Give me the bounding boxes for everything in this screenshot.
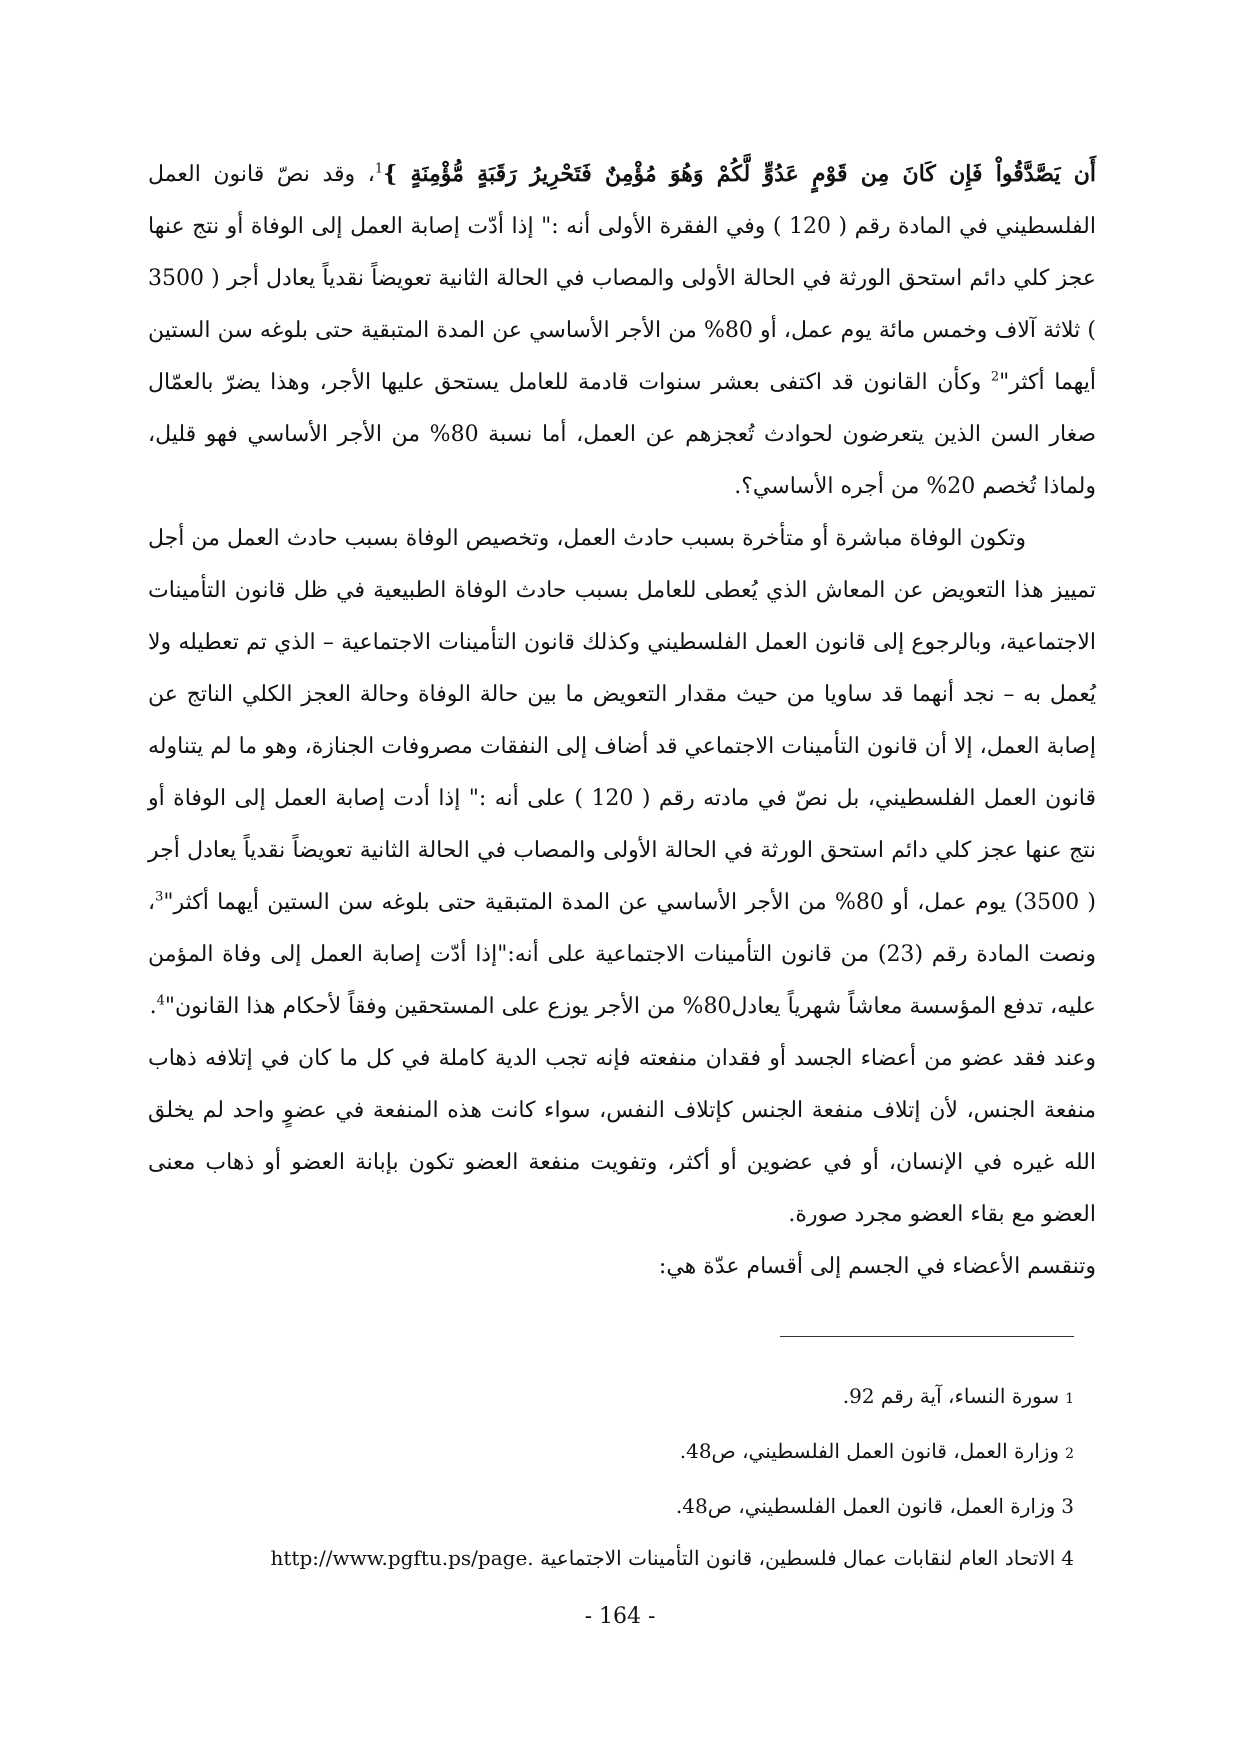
paragraph-1 [148,148,1096,513]
footnote-text: سورة النساء، آية رقم 92. [842,1384,1060,1408]
footnote-ref-3[interactable]: 3 [155,889,164,905]
paragraph-4: وتنقسم الأعضاء في الجسم إلى أقسام عدّة هي: [658,1254,1096,1279]
footnote-number: 2 [1065,1446,1074,1462]
footnote-ref-4[interactable]: 4 [156,993,165,1009]
body-text [148,148,1096,1293]
page-number: - 164 - [584,1604,656,1629]
paragraph-3: وعند فقد عضو من أعضاء الجسد أو فقدان منفعته فإنه تجب الدية كاملة في كل ما كان في إتلافه ذهاب منفعة الجنس، لأن إتلاف منفعة الجنس كإتلاف النفس، سواء كانت هذه المنفعة في عضوٍ واحد لم يخلق الله غيره في الإنسان، أو في عضوين أو أكثر، وتفويت منفعة العضو تكون بإبانة العضو أو ذهاب معنى العضو مع بقاء العضو مجرد صورة. [148,1046,1096,1227]
footnote-number: 3 [1061,1494,1074,1518]
paragraph-2-text-c: . [149,994,157,1019]
footnote-item [148,1370,1074,1425]
paragraph-2 [148,513,1096,1033]
footnote-text: وزارة العمل، قانون العمل الفلسطيني، ص48. [679,1439,1060,1463]
footnote-item [148,1532,1074,1584]
footnote-number: 4 [1061,1546,1074,1570]
quran-verse: أَن يَصَّدَّقُواْ فَإِن كَانَ مِن قَوْمٍ عَدُوٍّ لَّكُمْ وَهُوَ مُؤْمِنٌ فَتَحْرِيرُ رَقَبَةٍ مُّؤْمِنَةٍ } [383,161,1096,187]
footnote-number: 1 [1065,1391,1074,1407]
paragraph-2-text-a: وتكون الوفاة مباشرة أو متأخرة بسبب حادث العمل، وتخصيص الوفاة بسبب حادث العمل من أجل تمييز هذا التعويض عن المعاش الذي يُعطى للعامل بسبب حادث الوفاة الطبيعية في ظل قانون التأمينات الاجتماعية، وبالرجوع إلى قانون العمل الفلسطيني وكذلك قانون التأمينات الاجتماعية – الذي تم تعطيله ولا يُعمل به – نجد أنهما قد ساويا من حيث مقدار التعويض ما بين حالة الوفاة وحالة العجز الكلي الناتج عن إصابة العمل، إلا أن قانون التأمينات الاجتماعي قد أضاف إلى النفقات مصروفات الجنازة، وهو ما لم يتناوله قانون العمل الفلسطيني، بل نصّ في مادته رقم ( 120 ) على أنه :" إذا أدت إصابة العمل إلى الوفاة أو نتج عنها عجز كلي دائم استحق الورثة في الحالة الأولى والمصاب في الحالة الثانية تعويضاً نقدياً يعادل أجر ( 3500) يوم عمل، أو 80% من الأجر الأساسي عن المدة المتبقية حتى بلوغه سن الستين أيهما أكثر" [148,526,1096,915]
paragraph-1-text-b: وكأن القانون قد اكتفى بعشر سنوات قادمة للعامل يستحق عليها الأجر، وهذا يضرّ بالعمّال صغار السن الذين يتعرضون لحوادث تُعجزهم عن العمل، أما نسبة 80% من الأجر الأساسي فهو قليل، ولماذا تُخصم 20% من أجره الأساسي؟. [148,370,1097,499]
footnote-ref-1[interactable]: 1 [374,161,384,177]
paragraph-2-text-b: ، ونصت المادة رقم (23) من قانون التأمينات الاجتماعية على أنه:"إذا أدّت إصابة العمل إلى وفاة المؤمن عليه، تدفع المؤسسة معاشاً شهرياً يعادل80% من الأجر يوزع على المستحقين وفقاً لأحكام هذا القانون" [148,890,1096,1019]
footnote-text: وزارة العمل، قانون العمل الفلسطيني، ص48. [675,1494,1056,1518]
footnote-separator [780,1336,1074,1337]
footnote-item [148,1480,1074,1532]
footnote-ref-2[interactable]: 2 [990,369,1000,385]
footnotes [148,1370,1074,1584]
footnote-item [148,1425,1074,1480]
footnote-text: الاتحاد العام لنقابات عمال فلسطين، قانون التأمينات الاجتماعية .http://www.pgftu.ps/page [270,1546,1056,1570]
paragraph-1-text-a: ، وقد نصّ قانون العمل الفلسطيني في المادة رقم ( 120 ) وفي الفقرة الأولى أنه :" إذا أدّت إصابة العمل إلى الوفاة أو نتج عنها عجز كلي دائم استحق الورثة في الحالة الأولى والمصاب في الحالة الثانية تعويضاً نقدياً يعادل أجر ( 3500 ) ثلاثة آلاف وخمس مائة يوم عمل، أو 80% من الأجر الأساسي عن المدة المتبقية حتى بلوغه سن الستين أيهما أكثر" [148,162,1096,395]
